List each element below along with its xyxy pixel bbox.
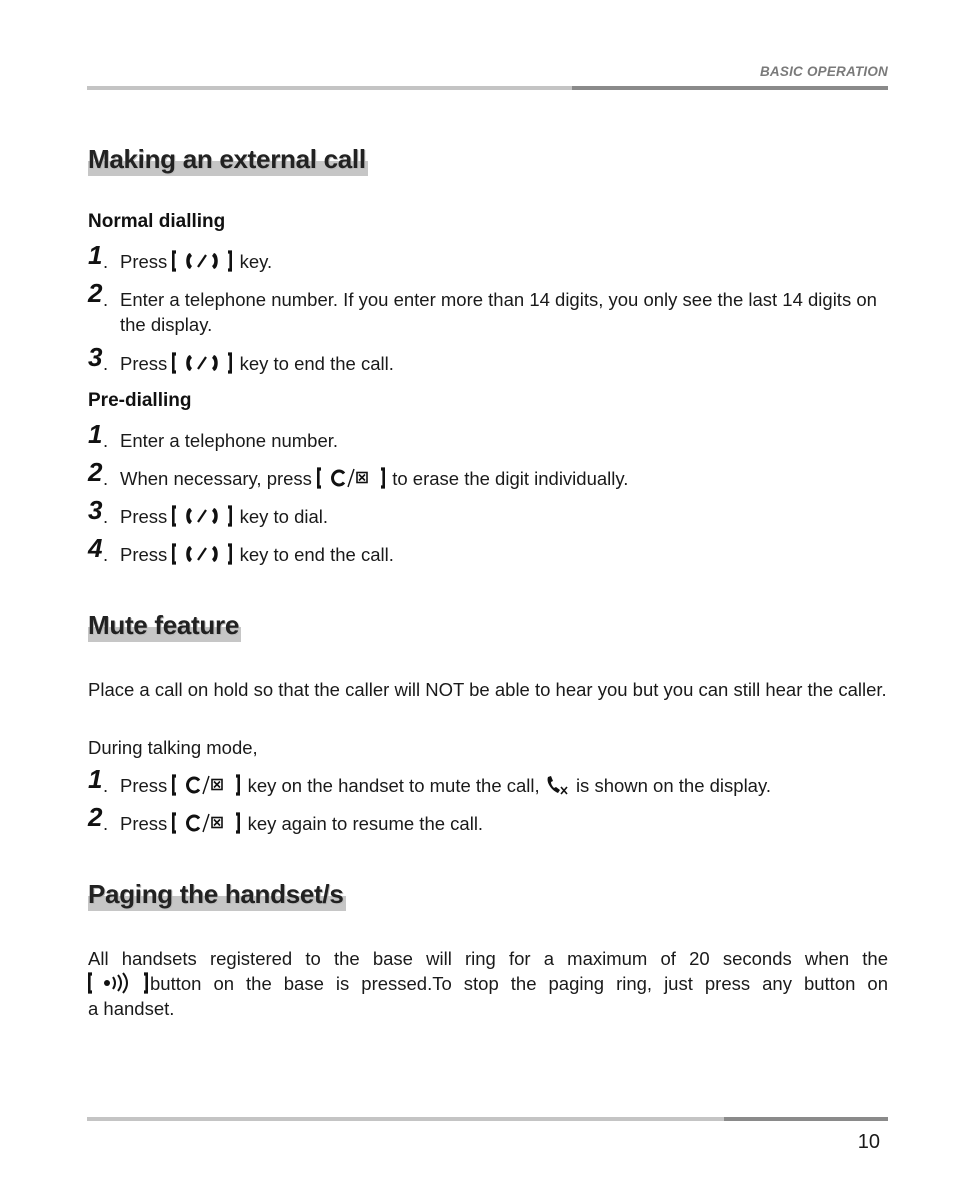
header-rule	[87, 86, 888, 90]
talk-key-icon	[172, 250, 232, 272]
predial-step-3: 3 . Press key to dial.	[88, 495, 329, 527]
normal-step-1: 1 . Press key.	[88, 240, 273, 272]
section-title-paging: Paging the handset/s	[88, 879, 344, 909]
clear-key-icon	[317, 467, 385, 489]
mute-mode: During talking mode,	[88, 737, 258, 758]
subheading-normal-dialling: Normal dialling	[88, 211, 226, 232]
mute-step-1: 1 . Press key on the handset to mute the call, is shown on the display.	[88, 764, 771, 796]
mute-handset-icon	[545, 774, 569, 796]
section-title-mute: Mute feature	[88, 610, 239, 640]
paging-line-1: All handsets registered to the base will ring for a maximum of 20 seconds when the	[88, 948, 888, 969]
normal-step-3: 3 . Press key to end the call.	[88, 342, 394, 374]
mute-intro: Place a call on hold so that the caller will NOT be able to hear you but you can still hear the caller.	[88, 679, 887, 700]
section-title-external-call: Making an external call	[88, 144, 366, 174]
talk-key-icon	[172, 505, 232, 527]
subheading-pre-dialling: Pre-dialling	[88, 390, 192, 411]
page-number: 10	[857, 1131, 880, 1153]
clear-key-icon	[172, 812, 240, 834]
talk-key-icon	[172, 543, 232, 565]
normal-step-2: 2 . Enter a telephone number. If you enter more than 14 digits, you only see the last 14 digits on the display.	[88, 278, 877, 335]
paging-key-icon	[88, 972, 148, 994]
running-head: BASIC OPERATION	[759, 64, 888, 79]
paging-line-2: button on the base is pressed.To stop the paging ring, just press any button on	[88, 971, 888, 996]
predial-step-1: 1 . Enter a telephone number.	[88, 419, 339, 451]
paging-line-3: a handset.	[88, 998, 175, 1019]
predial-step-2: 2 . When necessary, press to erase the digit individually.	[88, 457, 629, 489]
predial-step-4: 4 . Press key to end the call.	[88, 533, 394, 565]
talk-key-icon	[172, 352, 232, 374]
mute-step-2: 2 . Press key again to resume the call.	[88, 802, 484, 834]
footer-rule	[87, 1117, 888, 1121]
clear-key-icon	[172, 774, 240, 796]
